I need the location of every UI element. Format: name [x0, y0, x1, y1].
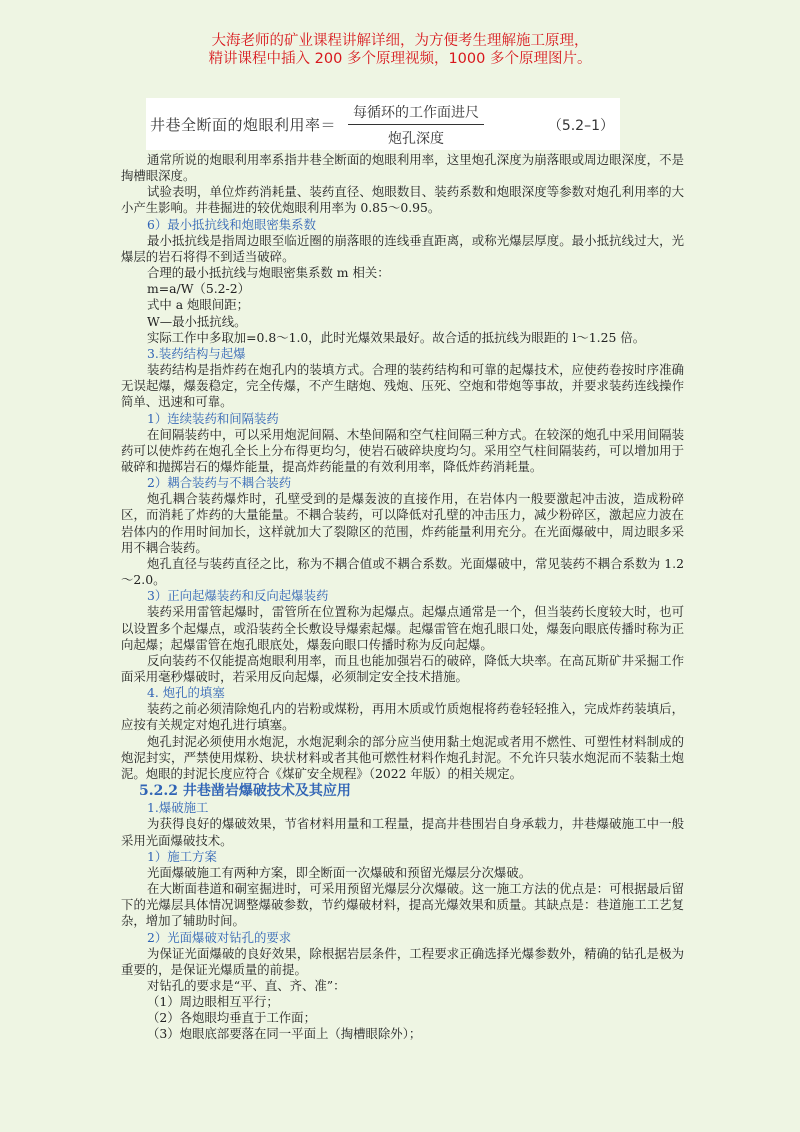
body-paragraph: 光面爆破施工有两种方案，即全断面一次爆破和预留光爆层分次爆破。 — [147, 864, 532, 880]
formula-denominator: 炮孔深度 — [388, 131, 444, 147]
section-heading: 3）正向起爆装药和反向起爆装药 — [147, 588, 329, 604]
body-paragraph: 炮孔直径与装药直径之比，称为不耦合值或不耦合系数。光面爆破中，常见装药不耦合系数为 1.2～2.0。 — [121, 555, 684, 588]
formula-box — [146, 98, 620, 150]
section-heading: 2）耦合装药与不耦合装药 — [147, 475, 292, 491]
document-body — [121, 152, 684, 1043]
equation-number: （5.2–1） — [547, 118, 614, 134]
list-item: （3）炮眼底部要落在同一平面上（掏槽眼除外）； — [147, 1026, 422, 1042]
section-heading: 2）光面爆破对钻孔的要求 — [147, 929, 292, 945]
body-paragraph: 为保证光面爆破的良好效果，除根据岩层条件，工程要求正确选择光爆参数外，精确的钻孔是极为重要的，是保证光爆质量的前提。 — [121, 945, 684, 977]
body-paragraph: 对钻孔的要求是“平、直、齐、准”： — [147, 977, 346, 993]
body-paragraph: 实际工作中多取加=0.8～1.0，此时光爆效果最好。故合适的抵抗线为眼距的 l～1.25 倍。 — [147, 329, 646, 345]
body-paragraph: 试验表明，单位炸药消耗量、装药直径、炮眼数目、装药系数和炮眼深度等参数对炮孔利用率的大小产生影响。井巷掘进的较优炮眼利用率为 0.85～0.95。 — [121, 184, 684, 216]
list-item: W—最小抵抗线。 — [147, 313, 247, 329]
list-item: m=a/W（5.2-2） — [147, 281, 250, 297]
section-heading: 4. 炮孔的填塞 — [147, 685, 225, 701]
body-paragraph: 装药之前必须清除炮孔内的岩粉或煤粉，再用木质或竹质炮棍将药卷轻轻推入，完成炸药装填后，应按有关规定对炮孔进行填塞。 — [121, 701, 684, 733]
body-paragraph: 最小抵抗线是指周边眼至临近圈的崩落眼的连线垂直距离，或称光爆层厚度。最小抵抗线过大，光爆层的岩石将得不到适当破碎。 — [121, 232, 684, 264]
formula-lhs: 井巷全断面的炮眼利用率＝ — [150, 116, 337, 134]
promo-banner — [0, 32, 800, 68]
chapter-heading: 5.2.2 井巷凿岩爆破技术及其应用 — [139, 783, 351, 800]
body-paragraph: 装药结构是指炸药在炮孔内的装填方式。合理的装药结构和可靠的起爆技术，应使药卷按时序准确无误起爆，爆轰稳定，完全传爆，不产生瞎炮、残炮、压死、空炮和带炮等事故，并要求装药连线操作简单、迅速和可靠。 — [121, 362, 684, 410]
formula-fraction — [342, 102, 490, 148]
body-paragraph: 为获得良好的爆破效果，节省材料用量和工程量，提高井巷围岩自身承载力，井巷爆破施工中一般采用光面爆破技术。 — [121, 816, 684, 848]
section-heading: 1）施工方案 — [147, 848, 217, 864]
body-paragraph: 装药采用雷管起爆时，雷管所在位置称为起爆点。起爆点通常是一个，但当装药长度较大时，也可以设置多个起爆点，或沿装药全长敷设导爆索起爆。起爆雷管在炮孔眼口处，爆轰向眼底传播时称为正向起爆；起爆雷管在炮孔眼底处，爆轰向眼口传播时称为反向起爆。 — [121, 604, 684, 652]
section-heading: 3.装药结构与起爆 — [147, 345, 246, 361]
formula-numerator: 每循环的工作面进尺 — [353, 105, 479, 121]
body-paragraph: 在间隔装药中，可以采用炮泥间隔、木垫间隔和空气柱间隔三种方式。在较深的炮孔中采用间隔装药可以使炸药在炮孔全长上分布得更均匀，使岩石破碎块度均匀。采用空气柱间隔装药，可以增加用于破碎和抛掷岩石的爆炸能量，提高炸药能量的有效利用率，降低炸药消耗量。 — [121, 426, 684, 474]
body-paragraph: 炮孔耦合装药爆炸时，孔壁受到的是爆轰波的直接作用，在岩体内一般要激起冲击波，造成粉碎区，而消耗了炸药的大量能量。不耦合装药，可以降低对孔壁的冲击压力，减少粉碎区，激起应力波在岩体内的作用时间加长，这样就加大了裂隙区的范围，炸药能量利用充分。在光面爆破中，周边眼多采用不耦合装药。 — [121, 491, 684, 555]
section-heading: 1.爆破施工 — [147, 800, 209, 816]
body-paragraph: 通常所说的炮眼利用率系指井巷全断面的炮眼利用率，这里炮孔深度为崩落眼或周边眼深度，不是掏槽眼深度。 — [121, 152, 684, 184]
body-paragraph: 合理的最小抵抗线与炮眼密集系数 m 相关： — [147, 265, 390, 281]
list-item: 式中 a 炮眼间距； — [147, 297, 249, 313]
promo-line-2: 精讲课程中插入 200 多个原理视频，1000 多个原理图片。 — [208, 51, 592, 67]
section-heading: 1）连续装药和间隔装药 — [147, 410, 279, 426]
body-paragraph: 在大断面巷道和硐室掘进时，可采用预留光爆层分次爆破。这一施工方法的优点是：可根据最后留下的光爆层具体情况调整爆破参数，节约爆破材料，提高光爆效果和质量。其缺点是：巷道施工工艺复杂，增加了辅助时间。 — [121, 881, 684, 929]
body-paragraph: 反向装药不仅能提高炮眼利用率，而且也能加强岩石的破碎，降低大块率。在高瓦斯矿井采掘工作面采用毫秒爆破时，若采用反向起爆，必须制定安全技术措施。 — [121, 652, 684, 684]
list-item: （1）周边眼相互平行； — [147, 994, 279, 1010]
body-paragraph: 炮孔封泥必须使用水炮泥，水炮泥剩余的部分应当使用黏土炮泥或者用不燃性、可塑性材料制成的炮泥封实，严禁使用煤粉、块状材料或者其他可燃性材料作炮孔封泥。不允许只装水炮泥而不装黏土炮泥。炮眼的封泥长度应符合《煤矿安全规程》（2022 年版）的相关规定。 — [121, 733, 684, 781]
promo-line-1: 大海老师的矿业课程讲解详细，为方便考生理解施工原理， — [211, 33, 589, 49]
section-heading: 6）最小抵抗线和炮眼密集系数 — [147, 216, 316, 232]
list-item: （2）各炮眼均垂直于工作面； — [147, 1010, 316, 1026]
